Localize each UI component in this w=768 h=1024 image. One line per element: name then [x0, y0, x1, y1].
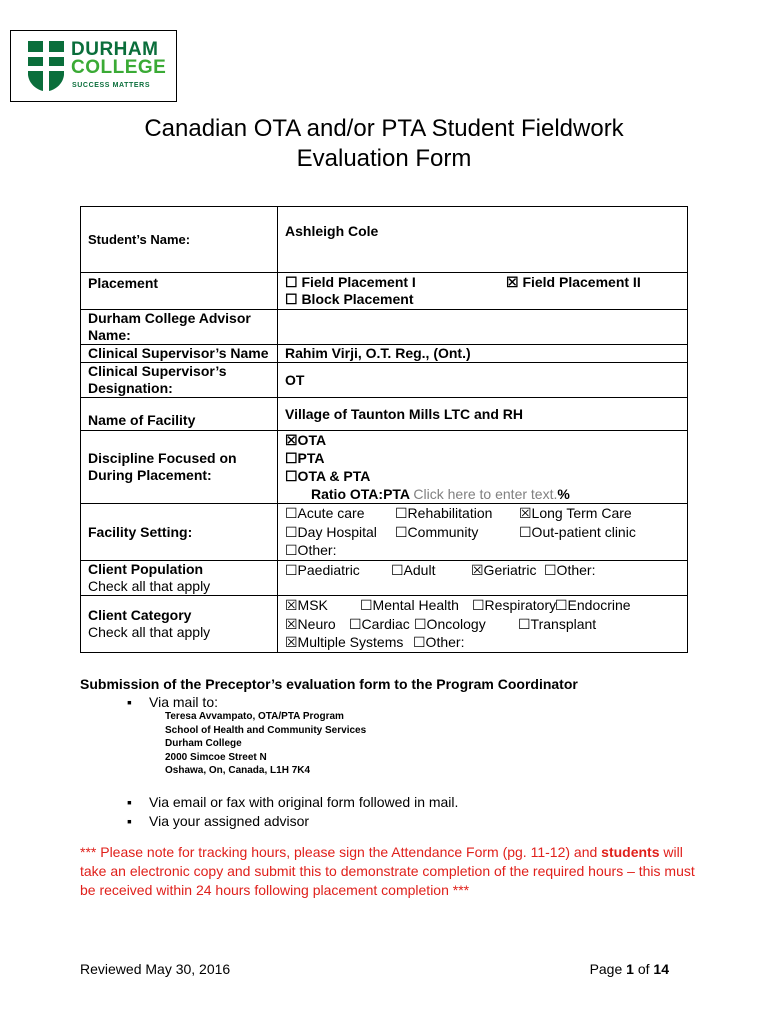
row-student-name	[81, 207, 688, 273]
discipline-options	[278, 431, 688, 504]
mailing-address	[165, 710, 366, 778]
logo-college-text: COLLEGE	[71, 57, 167, 78]
supervisor-designation-value[interactable]: OT	[278, 363, 688, 398]
student-name-label: Student’s Name:	[81, 207, 278, 273]
client-category-options	[278, 596, 688, 653]
mental-health-checkbox[interactable]: ☐Mental Health	[360, 597, 459, 614]
supervisor-name-value[interactable]: Rahim Virji, O.T. Reg., (Ont.)	[278, 345, 688, 363]
neuro-checkbox[interactable]: ☒Neuro	[285, 615, 336, 632]
row-supervisor-name	[81, 345, 688, 363]
outpatient-clinic-checkbox[interactable]: ☐Out-patient clinic	[519, 523, 636, 540]
submission-heading: Submission of the Preceptor’s evaluation form to the Program Coordinator	[80, 676, 578, 692]
advisor-label: Durham College Advisor Name:	[81, 310, 278, 345]
client-population-sublabel: Check all that apply	[88, 578, 211, 594]
logo-tagline: SUCCESS MATTERS	[72, 82, 151, 89]
row-client-category	[81, 596, 688, 653]
oncology-checkbox[interactable]: ☐Oncology	[414, 615, 486, 632]
student-name-value[interactable]: Ashleigh Cole	[278, 207, 688, 273]
row-advisor	[81, 310, 688, 345]
row-client-population	[81, 561, 688, 596]
note-text-part2: will take an electronic copy and submit this to demonstrate completion of the required hours – this must be received within 24 hours following placement completion ***	[80, 844, 695, 898]
category-other-checkbox[interactable]: ☐Other:	[413, 634, 465, 651]
bullet-advisor-text: Via your assigned advisor	[149, 813, 310, 829]
facility-name-value[interactable]: Village of Taunton Mills LTC and RH	[278, 398, 688, 431]
of-word: of	[637, 961, 650, 977]
bullet-icon: ▪	[127, 794, 132, 810]
paediatric-checkbox[interactable]: ☐Paediatric	[285, 562, 360, 578]
ota-checkbox[interactable]: ☒OTA	[285, 432, 327, 448]
address-line: 2000 Simcoe Street N	[165, 751, 267, 763]
ratio-label: Ratio OTA:PTA	[311, 486, 410, 502]
address-line: School of Health and Community Services	[165, 724, 367, 736]
facility-setting-options	[278, 504, 688, 561]
bullet-mail-text: Via mail to:	[149, 694, 218, 710]
population-other-checkbox[interactable]: ☐Other:	[544, 562, 596, 578]
supervisor-name-label: Clinical Supervisor’s Name	[81, 345, 278, 363]
facility-name-label: Name of Facility	[81, 398, 278, 431]
acute-care-checkbox[interactable]: ☐Acute care	[285, 505, 365, 522]
client-population-options	[278, 561, 688, 596]
address-line: Oshawa, On, Canada, L1H 7K4	[165, 765, 311, 776]
ratio-suffix: %	[557, 486, 570, 502]
row-placement	[81, 273, 688, 310]
page-title-line1: Canadian OTA and/or PTA Student Fieldwork	[144, 115, 624, 142]
address-line: Durham College	[165, 738, 242, 749]
ratio-row	[285, 485, 680, 503]
advisor-value[interactable]	[278, 310, 688, 345]
logo-durham-text: DURHAM	[71, 39, 159, 60]
discipline-label: Discipline Focused on During Placement:	[81, 431, 278, 504]
community-checkbox[interactable]: ☐Community	[395, 523, 479, 540]
page-word: Page	[589, 961, 623, 977]
facility-setting-label: Facility Setting:	[81, 504, 278, 561]
field-placement-2-checkbox[interactable]: ☒ Field Placement II	[506, 274, 641, 290]
cardiac-checkbox[interactable]: ☐Cardiac	[349, 615, 410, 632]
facility-other-checkbox[interactable]: ☐Other:	[285, 542, 337, 559]
multiple-systems-checkbox[interactable]: ☒Multiple Systems	[285, 634, 404, 651]
client-population-label-cell	[81, 561, 278, 596]
footer-reviewed-date: Reviewed May 30, 2016	[80, 961, 231, 977]
client-category-sublabel: Check all that apply	[88, 624, 211, 640]
footer-page-number	[590, 961, 669, 977]
placement-label: Placement	[81, 273, 278, 310]
evaluation-form-table	[80, 206, 688, 653]
transplant-checkbox[interactable]: ☐Transplant	[518, 615, 597, 632]
address-line: Teresa Avvampato, OTA/PTA Program	[165, 711, 344, 722]
page-total: 14	[653, 961, 669, 977]
logo-box	[10, 30, 177, 102]
page-title-line2: Evaluation Form	[296, 145, 472, 172]
tracking-hours-note	[80, 843, 700, 900]
day-hospital-checkbox[interactable]: ☐Day Hospital	[285, 523, 377, 540]
placement-options	[278, 273, 688, 310]
row-facility-name	[81, 398, 688, 431]
field-placement-1-checkbox[interactable]: ☐ Field Placement I	[285, 274, 416, 290]
rehabilitation-checkbox[interactable]: ☐Rehabilitation	[395, 505, 493, 522]
msk-checkbox[interactable]: ☒MSK	[285, 597, 328, 614]
bullet-icon: ▪	[127, 813, 132, 829]
note-text-part1: *** Please note for tracking hours, please sign the Attendance Form (pg. 11-12) and	[80, 844, 602, 860]
durham-shield-icon	[28, 41, 64, 91]
bullet-advisor	[127, 813, 309, 829]
respiratory-checkbox[interactable]: ☐Respiratory	[472, 597, 557, 614]
geriatric-checkbox[interactable]: ☒Geriatric	[471, 562, 537, 578]
block-placement-checkbox[interactable]: ☐ Block Placement	[285, 291, 414, 307]
row-discipline	[81, 431, 688, 504]
client-category-label-cell	[81, 596, 278, 653]
row-facility-setting	[81, 504, 688, 561]
bullet-email	[127, 794, 458, 810]
pta-checkbox[interactable]: ☐PTA	[285, 450, 325, 466]
endocrine-checkbox[interactable]: ☐Endocrine	[555, 597, 631, 614]
ratio-input[interactable]: Click here to enter text.	[413, 486, 558, 502]
bullet-icon: ▪	[127, 694, 132, 710]
ota-pta-checkbox[interactable]: ☐OTA & PTA	[285, 468, 371, 484]
supervisor-designation-label: Clinical Supervisor’s Designation:	[81, 363, 278, 398]
client-category-label: Client Category	[88, 607, 192, 623]
adult-checkbox[interactable]: ☐Adult	[391, 562, 436, 578]
bullet-email-text: Via email or fax with original form followed in mail.	[149, 794, 459, 810]
bullet-mail	[127, 694, 218, 710]
page-current: 1	[626, 961, 634, 977]
row-supervisor-designation	[81, 363, 688, 398]
note-text-bold: students	[601, 844, 660, 860]
long-term-care-checkbox[interactable]: ☒Long Term Care	[519, 505, 632, 522]
client-population-label: Client Population	[88, 561, 204, 577]
